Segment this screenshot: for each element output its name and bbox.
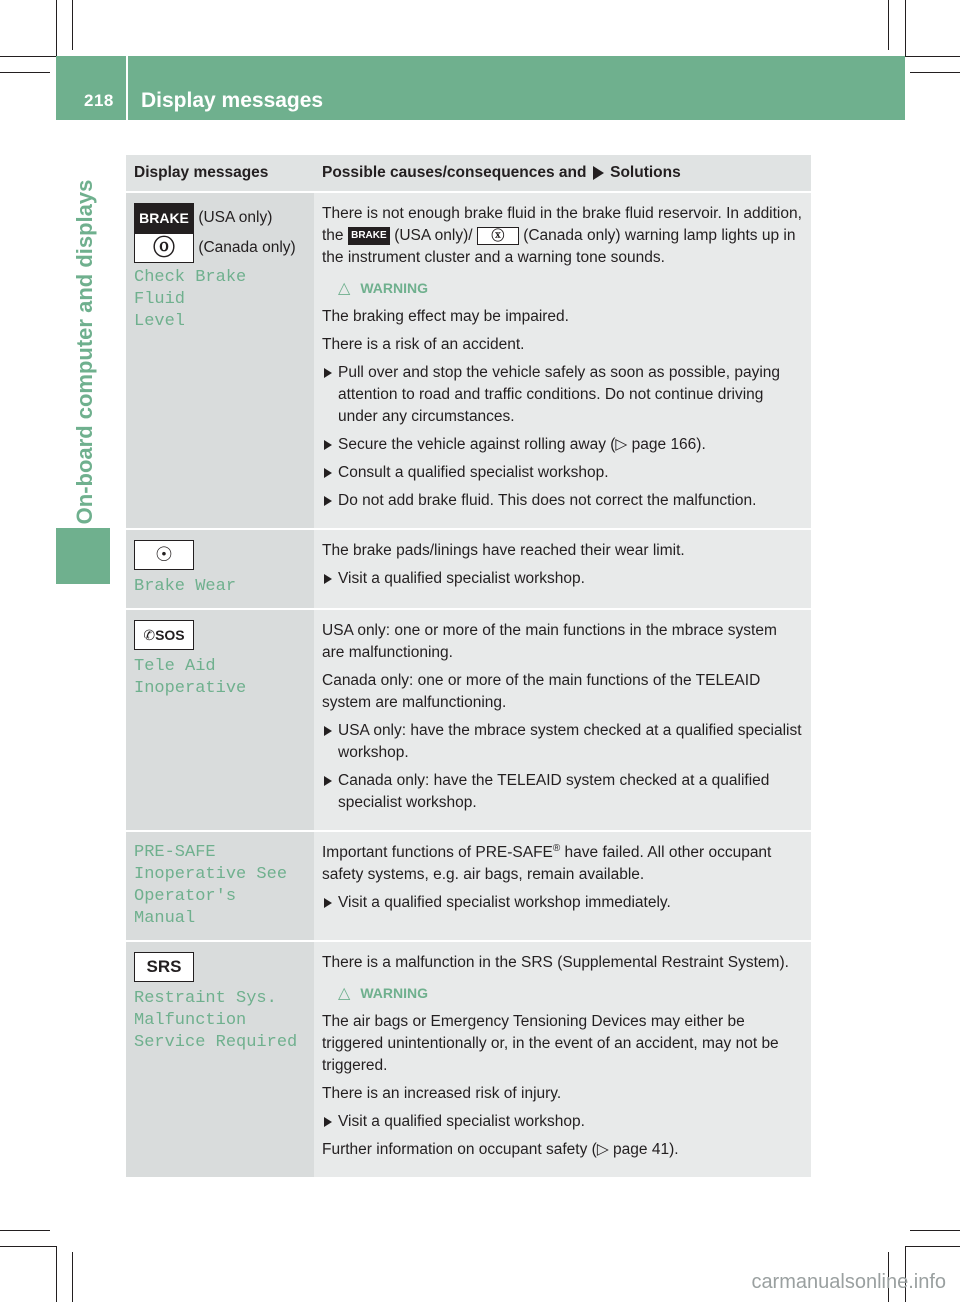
page-number: 218 xyxy=(84,91,114,110)
solution-cell xyxy=(314,609,811,831)
step-arrow-icon xyxy=(324,574,332,584)
cause-text: The brake pads/linings have reached their wear limit. xyxy=(322,542,685,559)
solution-step xyxy=(322,362,803,428)
crop-mark xyxy=(0,72,50,73)
solution-step xyxy=(322,720,803,764)
step-arrow-icon xyxy=(324,468,332,478)
step-text: Consult a qualified specialist workshop. xyxy=(338,464,609,481)
display-message: Service Required xyxy=(134,1033,298,1052)
srs-lamp-icon: SRS xyxy=(134,952,194,982)
crop-mark xyxy=(72,0,73,50)
message-cell xyxy=(126,192,314,529)
display-message: Tele Aid xyxy=(134,657,216,676)
table-row xyxy=(126,529,811,609)
header-divider xyxy=(126,56,128,120)
crop-mark xyxy=(910,1230,960,1231)
lamp-note: (USA only) xyxy=(198,209,273,227)
solution-arrow-icon xyxy=(593,166,604,180)
message-cell xyxy=(126,941,314,1178)
message-cell xyxy=(126,609,314,831)
brake-warning-lamp-icon: ⓧ xyxy=(477,227,519,245)
lamp-note: (Canada only) xyxy=(198,239,296,257)
crop-mark xyxy=(888,0,889,50)
display-message: Brake Wear xyxy=(134,577,237,596)
display-message: Operator's Manual xyxy=(134,887,237,928)
warning-text: The braking effect may be impaired. xyxy=(322,308,569,325)
solution-step xyxy=(322,462,803,484)
solution-step xyxy=(322,1111,803,1133)
solution-step xyxy=(322,490,803,512)
cause-text-b: (USA only)/ xyxy=(394,227,473,244)
col-header-post: Solutions xyxy=(610,164,681,181)
table-row xyxy=(126,941,811,1178)
brake-wear-icon: ☉ xyxy=(134,540,194,570)
step-text: Visit a qualified specialist workshop. xyxy=(338,570,585,587)
sos-label: SOS xyxy=(155,627,185,643)
registered-mark: ® xyxy=(552,842,561,854)
phone-icon: ✆ xyxy=(143,627,156,643)
cause-text: Canada only: one or more of the main functions of the TELEAID system are malfunctioning. xyxy=(322,672,761,711)
step-arrow-icon xyxy=(324,496,332,506)
solution-step xyxy=(322,568,803,590)
crop-mark xyxy=(905,0,906,56)
warning-text: There is a risk of an accident. xyxy=(322,336,525,353)
table-row xyxy=(126,831,811,941)
cause-text xyxy=(322,203,803,269)
col-header-solutions xyxy=(314,155,811,192)
step-text: USA only: have the mbrace system checked at a qualified specialist workshop. xyxy=(338,722,802,761)
brake-warning-lamp-icon: ⓞ xyxy=(134,233,194,263)
warning-triangle-icon: △ xyxy=(338,985,351,1002)
warning-text: The air bags or Emergency Tensioning Devices may either be triggered unintentionally or, in the event of an accident, may not be triggered. xyxy=(322,1013,779,1074)
step-arrow-icon xyxy=(324,368,332,378)
step-arrow-icon xyxy=(324,726,332,736)
warning-heading xyxy=(338,277,803,300)
crop-mark xyxy=(0,1230,50,1231)
step-text: Visit a qualified specialist workshop. xyxy=(338,1113,585,1130)
cause-text-a: There is not enough brake fluid in the brake fluid reservoir. In addition, the xyxy=(322,205,802,244)
message-cell xyxy=(126,529,314,609)
crop-mark xyxy=(910,72,960,73)
solution-step xyxy=(322,892,803,914)
display-message: Level xyxy=(134,312,186,331)
step-text: Canada only: have the TELEAID system checked at a qualified specialist workshop. xyxy=(338,772,770,811)
step-text: Do not add brake fluid. This does not correct the malfunction. xyxy=(338,492,757,509)
crop-mark xyxy=(0,1246,56,1247)
display-message: Inoperative xyxy=(134,679,247,698)
warning-label: WARNING xyxy=(360,280,428,296)
crop-mark xyxy=(905,56,960,57)
step-text: Visit a qualified specialist workshop immediately. xyxy=(338,894,671,911)
step-arrow-icon xyxy=(324,898,332,908)
table-row xyxy=(126,192,811,529)
cause-text: There is a malfunction in the SRS (Supplemental Restraint System). xyxy=(322,954,789,971)
crop-mark xyxy=(72,1252,73,1302)
col-header-pre: Possible causes/consequences and xyxy=(322,164,587,181)
crop-mark xyxy=(56,0,57,56)
brake-lamp-icon: BRAKE xyxy=(348,227,390,245)
table-row xyxy=(126,609,811,831)
display-message: PRE-SAFE xyxy=(134,843,216,862)
crop-mark xyxy=(905,1246,960,1247)
solution-cell xyxy=(314,529,811,609)
warning-triangle-icon: △ xyxy=(338,280,351,297)
crop-mark xyxy=(0,56,56,57)
cause-text-a: Important functions of PRE-SAFE xyxy=(322,844,553,861)
further-info[interactable]: Further information on occupant safety (▷ page 41). xyxy=(322,1141,679,1158)
display-messages-table xyxy=(126,155,811,1179)
step-text[interactable]: Secure the vehicle against rolling away (▷ page 166). xyxy=(338,436,706,453)
solution-step xyxy=(322,434,803,456)
cause-text-b: have failed. All other occupant safety systems, e.g. air bags, remain available. xyxy=(322,844,772,883)
solution-cell xyxy=(314,941,811,1178)
side-tab-marker xyxy=(56,528,110,584)
cause-text xyxy=(322,842,803,886)
cause-text-c: (Canada only) warning lamp lights up in the instrument cluster and a warning tone sounds. xyxy=(322,227,796,266)
step-arrow-icon xyxy=(324,1117,332,1127)
page-title: Display messages xyxy=(141,89,324,112)
solution-cell xyxy=(314,831,811,941)
table-header-row xyxy=(126,155,811,192)
col-header-messages: Display messages xyxy=(126,155,314,192)
display-message: Inoperative See xyxy=(134,865,288,884)
brake-lamp-icon: BRAKE xyxy=(134,203,194,233)
side-tab-label: On-board computer and displays xyxy=(72,179,97,525)
warning-label: WARNING xyxy=(360,985,428,1001)
sos-phone-icon xyxy=(134,620,194,650)
crop-mark xyxy=(56,1246,57,1302)
step-text: Pull over and stop the vehicle safely as soon as possible, paying attention to road and traffic conditions. Do not continue driving under any circumstances. xyxy=(338,364,781,425)
step-arrow-icon xyxy=(324,440,332,450)
cause-text: USA only: one or more of the main functions in the mbrace system are malfunctioning. xyxy=(322,622,777,661)
watermark: carmanualsonline.info xyxy=(751,1271,946,1293)
solution-step xyxy=(322,770,803,814)
warning-heading xyxy=(338,982,803,1005)
step-arrow-icon xyxy=(324,776,332,786)
solution-cell xyxy=(314,192,811,529)
display-message: Check Brake Fluid xyxy=(134,268,247,309)
display-message: Malfunction xyxy=(134,1011,247,1030)
display-message: Restraint Sys. xyxy=(134,989,277,1008)
warning-text: There is an increased risk of injury. xyxy=(322,1085,562,1102)
message-cell xyxy=(126,831,314,941)
